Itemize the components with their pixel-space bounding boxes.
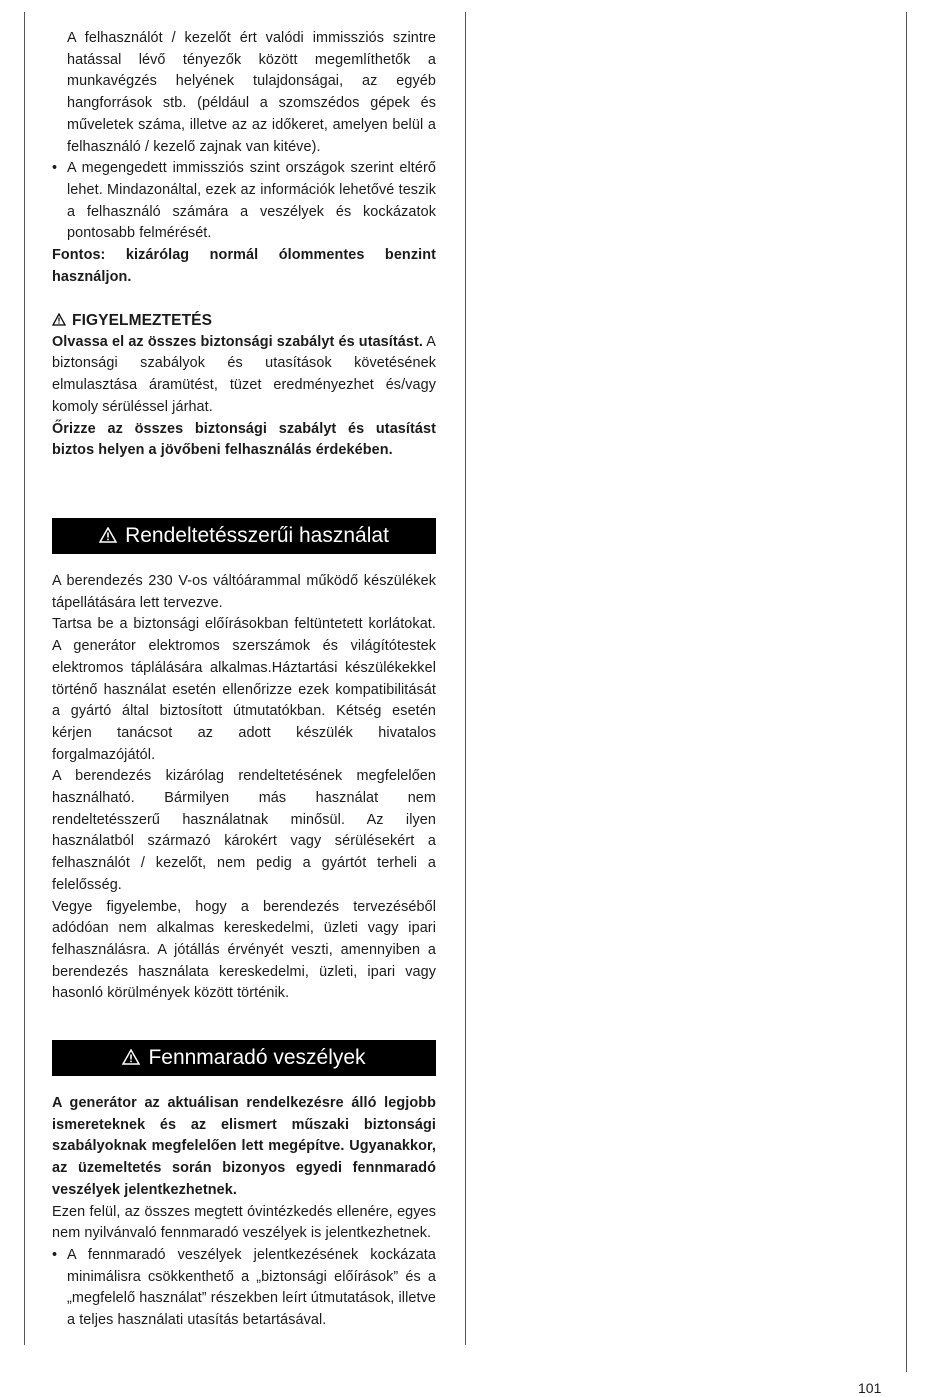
warning-text: A biztonsági szabályok és utasítások követésének elmulasztása áramütést, tüzet eredményezhet és/vagy komoly sérüléssel járhat. bbox=[52, 333, 436, 415]
intended-use-p3: A berendezés kizárólag rendeltetésének megfelelően használható. Bármilyen más használat nem rendeltetésszerű használatnak minősül. Az ilyen használatból származó károkért vagy sérülésekért a felhasználót / kezelőt, nem pedig a gyártót terheli a felelősség. bbox=[52, 768, 436, 893]
warning-triangle-icon bbox=[122, 1049, 140, 1065]
warning-paragraph bbox=[52, 332, 436, 419]
bullet-item bbox=[52, 158, 436, 245]
bullet-text: A megengedett immissziós szint országok szerint eltérő lehet. Mindazonáltal, ezek az információk lehetővé teszik a felhasználó számára a veszélyek és kockázatok pontosabb felmérését. bbox=[67, 160, 436, 242]
residual-paragraph: Ezen felül, az összes megtett óvintézkedés ellenére, egyes nem nyilvánvaló fennmaradó veszélyek is jelentkezhetnek. bbox=[52, 1203, 436, 1242]
bullet-marker: • bbox=[52, 160, 58, 177]
left-margin-rule bbox=[24, 12, 25, 1345]
residual-risks-heading bbox=[52, 1040, 436, 1076]
right-margin-rule bbox=[906, 12, 907, 1372]
bullet-item bbox=[52, 1245, 436, 1332]
warning-triangle-icon bbox=[99, 527, 117, 543]
residual-risks-title: Fennmaradó veszélyek bbox=[148, 1046, 366, 1069]
bullet-text: A fennmaradó veszélyek jelentkezésének kockázata minimálisra csökkenthető a „biztonsági előírások” és a „megfelelő használat” részekben leírt útmutatások, illetve a teljes használati utasítás betartásával. bbox=[67, 1246, 436, 1329]
intro-section bbox=[52, 28, 436, 288]
warning-keep-note: Őrizze az összes biztonsági szabályt és utasítást biztos helyen a jövőbeni felhasználás érdekében. bbox=[52, 420, 436, 459]
warning-heading bbox=[52, 310, 436, 332]
intended-use-heading bbox=[52, 518, 436, 554]
bullet-marker: • bbox=[52, 1246, 58, 1263]
warning-triangle-icon bbox=[52, 313, 66, 326]
warning-bold-lead: Olvassa el az összes biztonsági szabályt és utasítást. bbox=[52, 333, 423, 350]
intended-use-p1: A berendezés 230 V-os váltóárammal működő készülékek tápellátására lett tervezve. bbox=[52, 573, 436, 611]
intended-use-section bbox=[52, 571, 436, 1005]
page-number: 101 bbox=[858, 1380, 882, 1396]
warning-block bbox=[52, 310, 436, 462]
column-divider-rule bbox=[465, 12, 466, 1345]
residual-bold-paragraph: A generátor az aktuálisan rendelkezésre álló legjobb ismereteknek és az elismert műszaki biztonsági szabályoknak megfelelően lett megépítve. Ugyanakkor, az üzemeltetés során bizonyos egyedi fennmaradó veszélyek jelentkezhetnek. bbox=[52, 1095, 436, 1198]
residual-risks-section bbox=[52, 1093, 436, 1332]
intended-use-p2: Tartsa be a biztonsági előírásokban feltüntetett korlátokat. A generátor elektromos szerszámok és világítótestek elektromos táplálására alkalmas.Háztartási készülékekkel történő használat esetén ellenőrizze ezek kompatibilitását a gyártó által biztosított útmutatókban. Kétség esetén kérjen tanácsot az adott készülék hivatalos forgalmazójától. bbox=[52, 616, 436, 763]
fuel-important-note: Fontos: kizárólag normál ólommentes benzint használjon. bbox=[52, 247, 436, 285]
intended-use-p4: Vegye figyelembe, hogy a berendezés tervezéséből adódóan nem alkalmas kereskedelmi, üzleti vagy ipari felhasználásra. A jótállás érvényét veszti, amennyiben a berendezés használata kereskedelmi, üzleti, ipari vagy hasonló körülmények között történik. bbox=[52, 898, 436, 1002]
intended-use-title: Rendeltetésszerűi használat bbox=[125, 524, 389, 547]
noise-factors-paragraph: A felhasználót / kezelőt ért valódi immissziós szintre hatással lévő tényezők között megemlíthetők a munkavégzés helyének tulajdonságai, az egyéb hangforrások stb. (például a szomszédos gépek és műveletek száma, illetve az az időkeret, amelyen belül a felhasználó / kezelő zajnak van kitéve). bbox=[67, 30, 436, 155]
warning-title: FIGYELMEZTETÉS bbox=[72, 312, 213, 329]
